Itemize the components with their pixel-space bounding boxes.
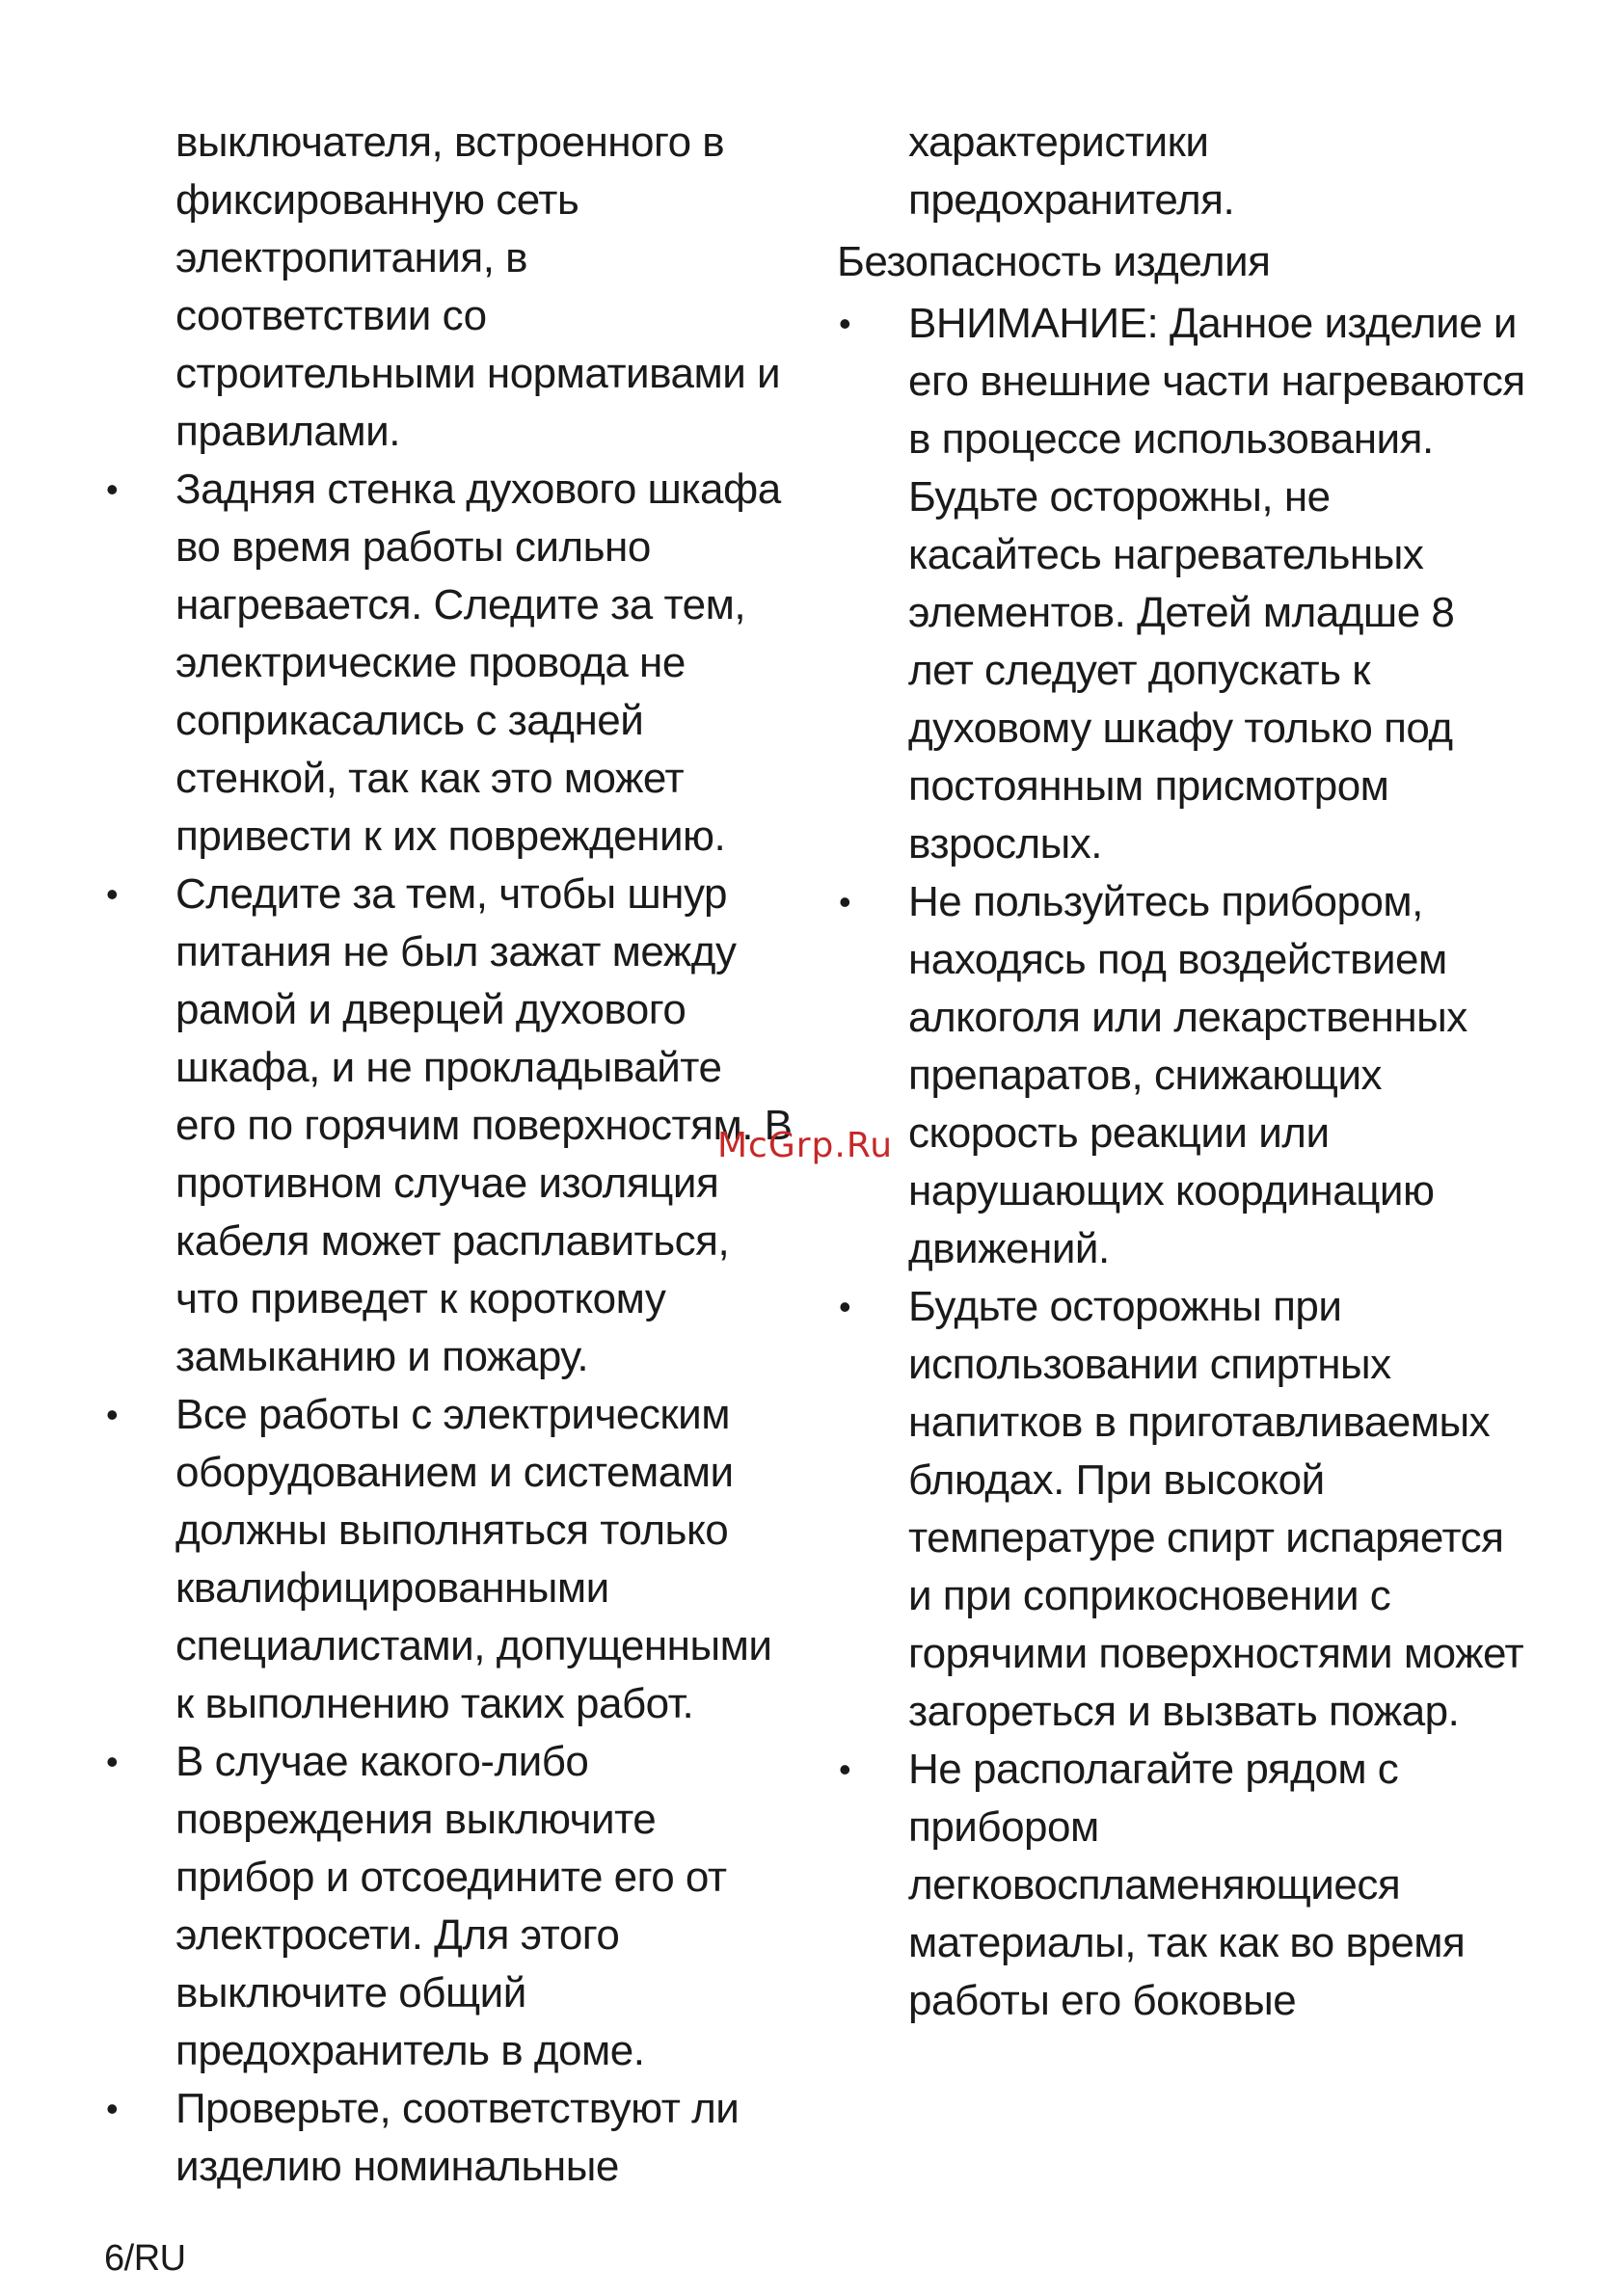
left-continuation-text: выключателя, встроенного в фиксированную сеть электропитания, в соответствии со строительными нормативами и правилами. <box>175 119 781 455</box>
right-bullet-item: • Не располагайте рядом с прибором легковоспламеняющиеся материалы, так как во время работы его боковые <box>908 1741 1525 2030</box>
left-bullet-item: • В случае какого-либо повреждения выключите прибор и отсоедините его от электросети. Для этого выключите общий предохранитель в доме. <box>175 1733 793 2080</box>
left-bullet-item: • Следите за тем, чтобы шнур питания не был зажат между рамой и дверцей духового шкафа, и не прокладывайте его по горячим поверхностям. В противном случае изоляция кабеля может расплавиться, что приведет к короткому замыканию и пожару. <box>175 866 793 1386</box>
left-bullet-item: • Проверьте, соответствуют ли изделию номинальные <box>175 2080 793 2196</box>
right-bullet-item: • Не пользуйтесь прибором, находясь под воздействием алкоголя или лекарственных препаратов, снижающих скорость реакции или нарушающих координацию движений. <box>908 873 1525 1278</box>
right-bullet-item: • Будьте осторожны при использовании спиртных напитков в приготавливаемых блюдах. При высокой температуре спирт испаряется и при соприкосновении с горячими поверхностями может загореться и вызвать пожар. <box>908 1278 1525 1741</box>
left-bullet-item: • Задняя стенка духового шкафа во время работы сильно нагревается. Следите за тем, электрические провода не соприкасались с задней стенкой, так как это может привести к их повреждению. <box>175 461 793 866</box>
right-bullet-item: • ВНИМАНИЕ: Данное изделие и его внешние части нагреваются в процессе использования. Будьте осторожны, не касайтесь нагревательных элементов. Детей младше 8 лет следует допускать к духовому шкафу только под постоянным присмотром взрослых. <box>908 295 1525 873</box>
right-column <box>837 114 1525 2030</box>
left-bullet-item: • Все работы с электрическим оборудованием и системами должны выполняться только квалифицированными специалистами, допущенными к выполнению таких работ. <box>175 1386 793 1733</box>
watermark: McGrp.Ru <box>717 1126 894 1165</box>
page-number: 6/RU <box>104 2238 186 2279</box>
left-column <box>175 114 793 2196</box>
section-heading: Безопасность изделия <box>837 238 1271 285</box>
right-continuation-text: характеристики предохранителя. <box>908 119 1235 224</box>
